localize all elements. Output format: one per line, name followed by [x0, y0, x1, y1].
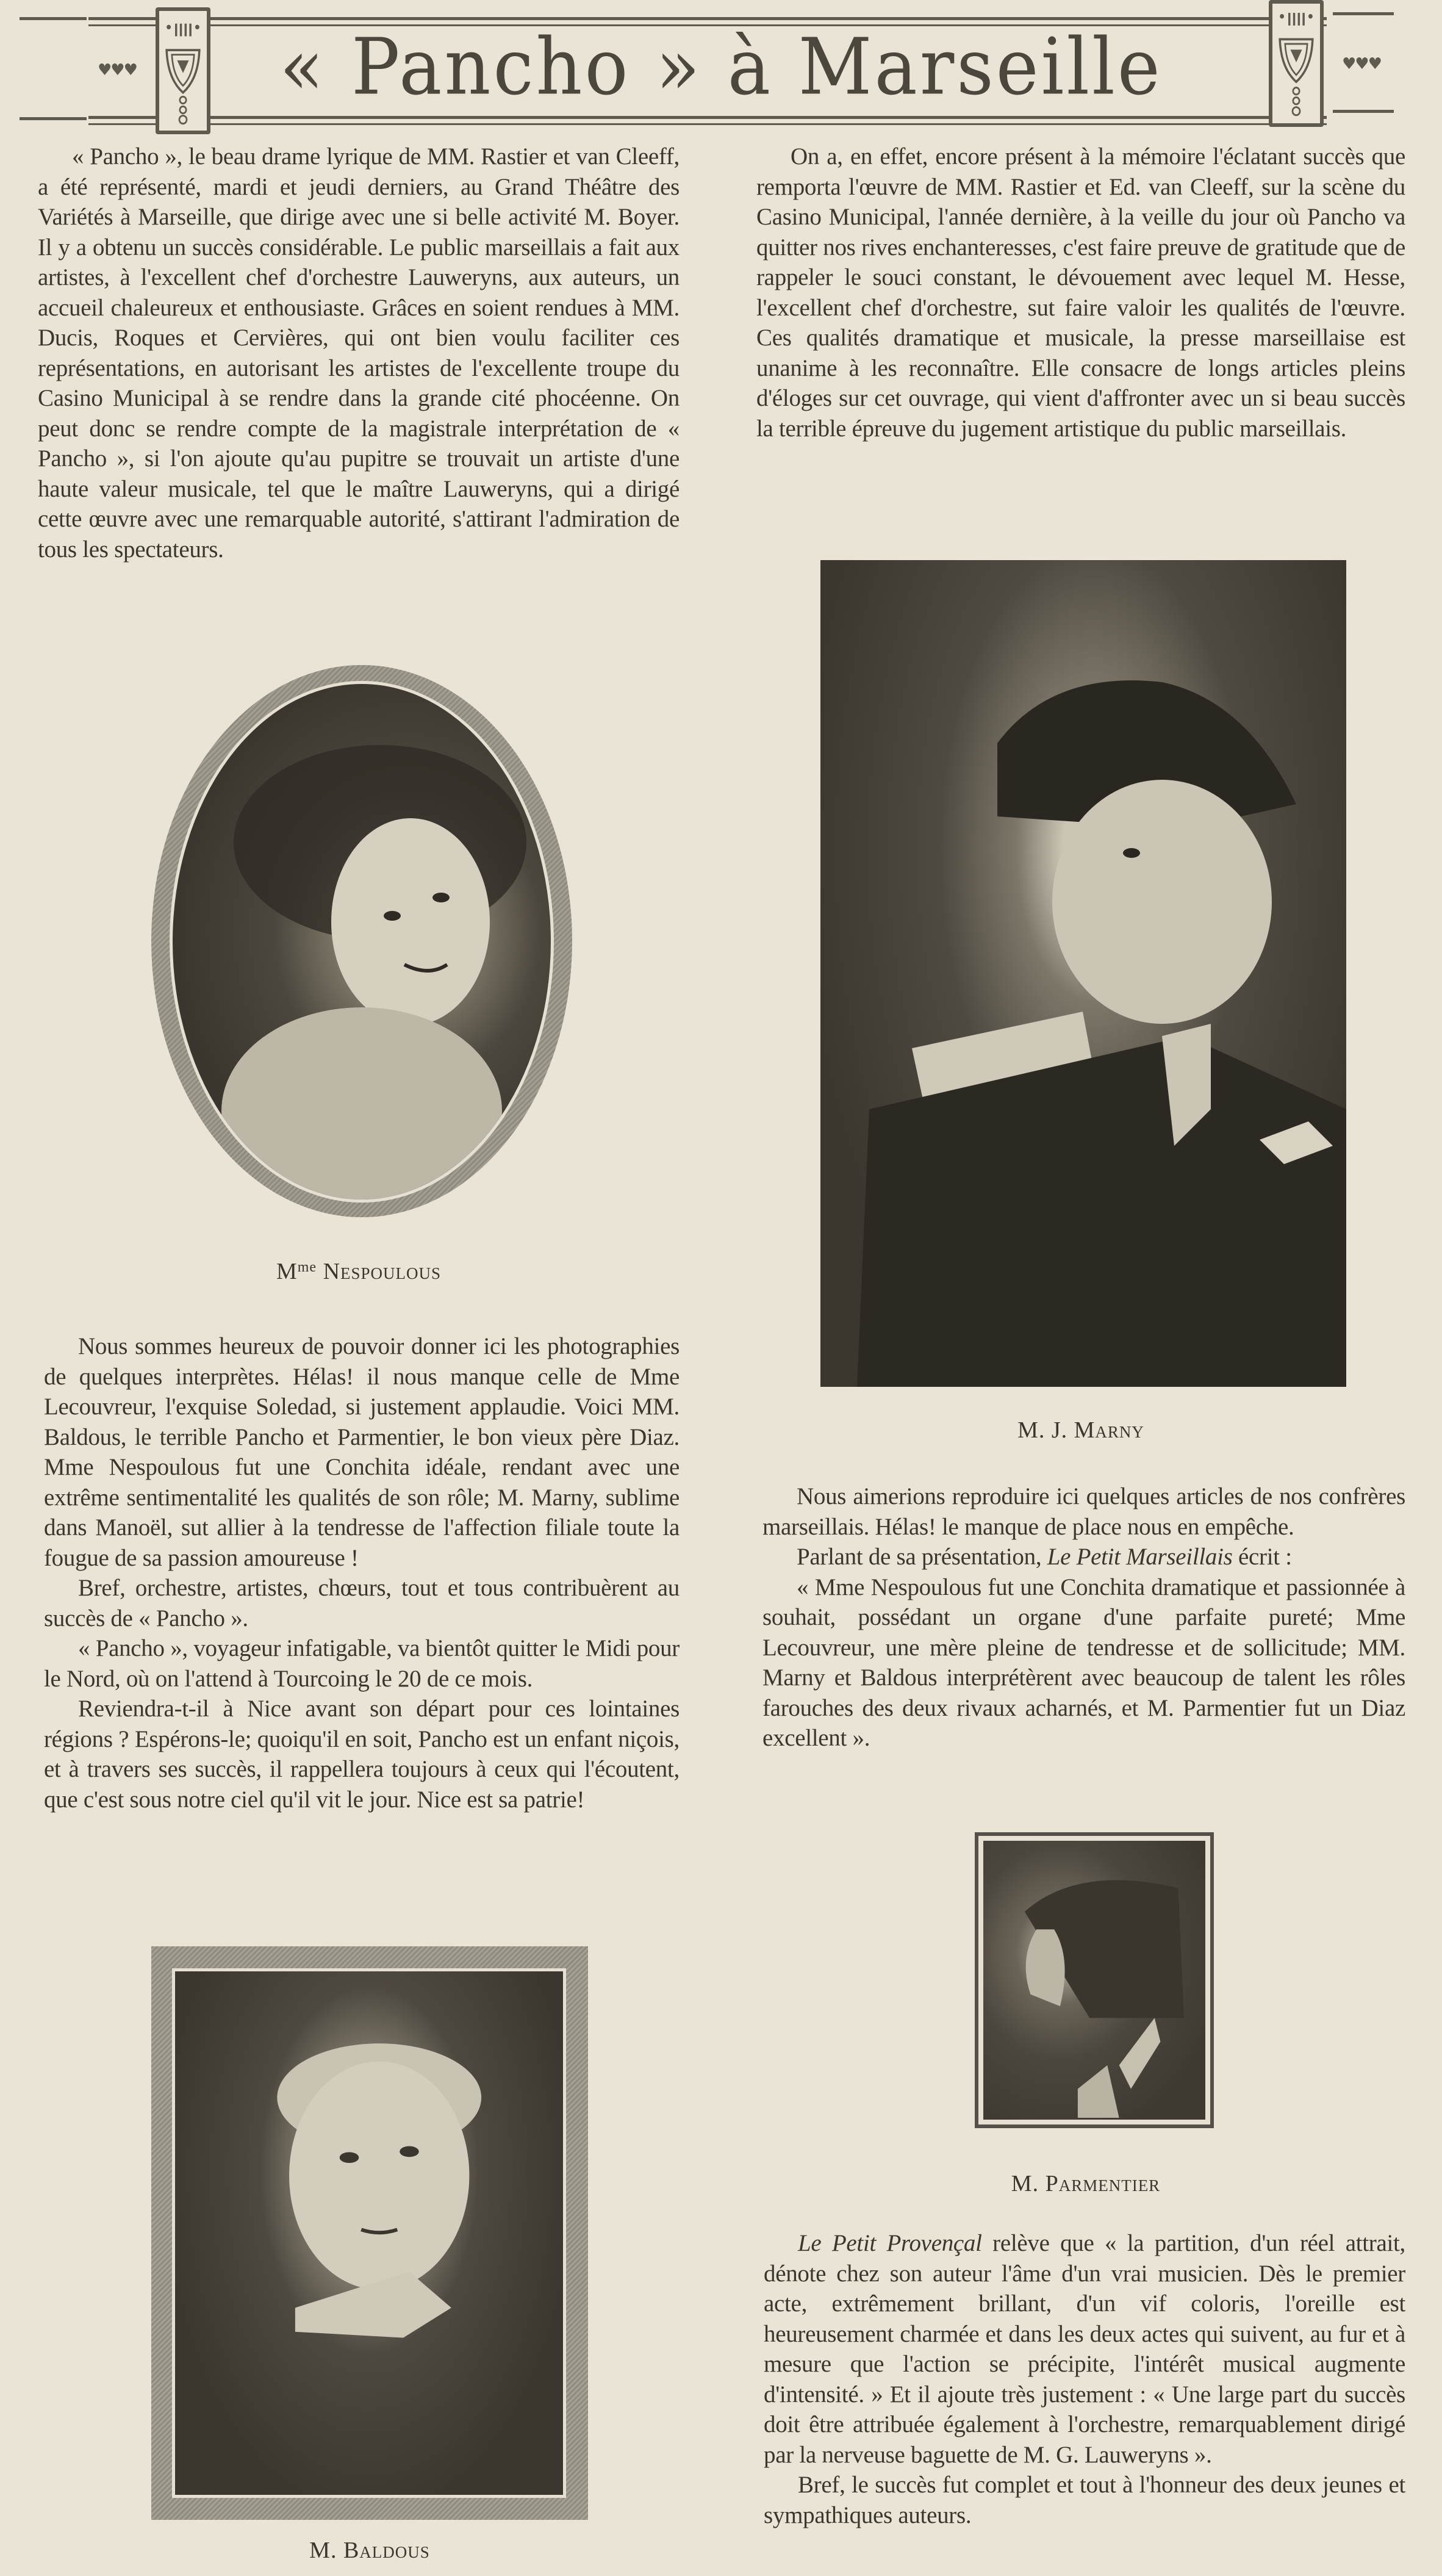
- right-ornament-icon: [1269, 0, 1324, 127]
- caption-marny: M. J. Marny: [1017, 1417, 1144, 1443]
- left-column: [38, 142, 680, 564]
- right-paragraph-5: Le Petit Provençal relève que « la partition, d'un réel attrait, dénote chez son auteur l'âme d'un vrai musicien. Dès le premier acte, extrêmement brillant, d'un vif coloris, l'oreille est heureusement charmée et dans les deux actes qui suivent, au fur et à mesure que l'action se précipite, l'intérêt musical augmente d'intensité. » Et il ajoute très justement : « Une large part du succès doit être attribuée également à l'orchestre, remarquablement dirigé par la nerveuse baguette de M. G. Lauweryns ».: [764, 2230, 1405, 2468]
- right-paragraph-2: Nous aimerions reproduire ici quelques articles de nos confrères marseillais. Hélas! le manque de place nous en empêche.: [762, 1483, 1405, 1540]
- caption-parmentier: M. Parmentier: [1011, 2171, 1161, 2196]
- photo-baldous: [151, 1946, 588, 2526]
- right-hearts-icon: ♥♥♥: [1342, 55, 1381, 73]
- header-rule-left-bottom: [20, 117, 87, 120]
- right-paragraph-3: Parlant de sa présentation, Le Petit Marseillais écrit :: [797, 1544, 1292, 1570]
- portrait-image: [170, 681, 554, 1203]
- right-paragraph-1: On a, en effet, encore présent à la mémoire l'éclatant succès que remporta l'œuvre de MM. Rastier et Ed. van Cleeff, sur la scène du Casino Municipal, l'année dernière, à la veille du jour où Pancho va quitter nos rives enchanteresses, c'est faire preuve de gratitude que de rappeler le souci constant, le dévouement avec lequel M. Hesse, l'excellent chef d'orchestre, sut faire valoir les qualités de l'œuvre. Ces qualités dramatique et musicale, la presse marseillaise est unanime à les reconnaître. Elle consacre de longs articles pleins d'éloges sur cet ouvrage, qui vient d'affronter avec un si beau succès la terrible épreuve du jugement artistique du public marseillais.: [756, 143, 1405, 442]
- left-paragraph-3: Bref, orchestre, artistes, chœurs, tout et tous contribuèrent au succès de « Pancho ».: [44, 1575, 680, 1632]
- caption-nespoulous: $M^{me}$ Nespoulous: [276, 1259, 442, 1284]
- left-paragraph-1: « Pancho », le beau drame lyrique de MM. Rastier et van Cleeff, a été représenté, mardi et jeudi derniers, au Grand Théâtre des Variétés à Marseille, que dirige avec une si belle activité M. Boyer. Il y a obtenu un succès considérable. Le public marseillais a fait aux artistes, à l'excellent chef d'orchestre Lauweryns, aux auteurs, un accueil chaleureux et enthousiaste. Grâces en soient rendues à MM. Ducis, Roques et Cervières, qui ont bien voulu faciliter ces représentations, en autorisant les artistes de l'excellente troupe du Casino Municipal à se rendre dans la grande cité phocéenne. On peut donc se rendre compte de la magistrale interprétation de « Pancho », si l'on ajoute qu'au pupitre se trouvait un artiste d'une haute valeur musicale, tel que le maître Lauweryns, qui a dirigé cette œuvre avec une remarquable autorité, s'attirant l'admiration de tous les spectateurs.: [38, 143, 680, 563]
- photo-marny: [820, 560, 1346, 1387]
- header-rule-right-top: [1333, 12, 1394, 15]
- header-rule-bottom-2: [88, 123, 1327, 125]
- left-paragraph-4: « Pancho », voyageur infatigable, va bientôt quitter le Midi pour le Nord, où on l'attend à Tourcoing le 20 de ce mois.: [44, 1635, 680, 1692]
- portrait-image: [983, 1841, 1205, 2120]
- left-column-lower: [44, 1331, 680, 1815]
- right-paragraph-6: Bref, le succès fut complet et tout à l'honneur des deux jeunes et sympathiques auteurs.: [764, 2472, 1405, 2528]
- photo-nespoulous: [146, 658, 579, 1225]
- photo-frame: [151, 1946, 588, 2520]
- right-column-lower: [762, 1481, 1405, 1754]
- right-column: [756, 142, 1405, 444]
- right-column-bottom: [764, 2228, 1405, 2530]
- left-paragraph-2: Nous sommes heureux de pouvoir donner ici les photographies de quelques interprètes. Hélas! il nous manque celle de Mme Lecouvreur, l'exquise Soledad, si justement applaudie. Voici MM. Baldous, le terrible Pancho et Parmentier, le bon vieux père Diaz. Mme Nespoulous fut une Conchita idéale, rendant avec une extrême sentimentalité les qualités de son rôle; M. Marny, sublime dans Manoël, sut allier à la tendresse de l'affection filiale toute la fougue de sa passion amoureuse !: [44, 1333, 680, 1571]
- page-title: « Pancho » à Marseille: [279, 21, 1163, 112]
- right-paragraph-4: « Mme Nespoulous fut une Conchita dramatique et passionnée à souhait, possédant un organe d'une parfaite pureté; Mme Lecouvreur, une mère pleine de tendresse et de sollicitude; MM. Marny et Baldous interprétèrent avec beaucoup de talent les rôles farouches des deux rivaux acharnés, et M. Parmentier fut un Diaz excellent ».: [762, 1574, 1405, 1751]
- portrait-image: [172, 1968, 566, 2498]
- caption-baldous: M. Baldous: [309, 2538, 430, 2563]
- header-rule-left-top: [20, 17, 87, 20]
- article-header: [0, 0, 1442, 137]
- left-hearts-icon: ♥♥♥: [98, 61, 137, 79]
- left-paragraph-5: Reviendra-t-il à Nice avant son départ pour ces lointaines régions ? Espérons-le; quoiqu'il en soit, Pancho est un enfant niçois, et à travers ses succès, il rappellera toujours à ceux qui l'écoutent, que c'est sous notre ciel qu'il vit le jour. Nice est sa patrie!: [44, 1696, 680, 1813]
- photo-parmentier: [975, 1832, 1214, 2128]
- header-rule-top-1: [88, 17, 1327, 20]
- header-rule-bottom-1: [88, 116, 1327, 119]
